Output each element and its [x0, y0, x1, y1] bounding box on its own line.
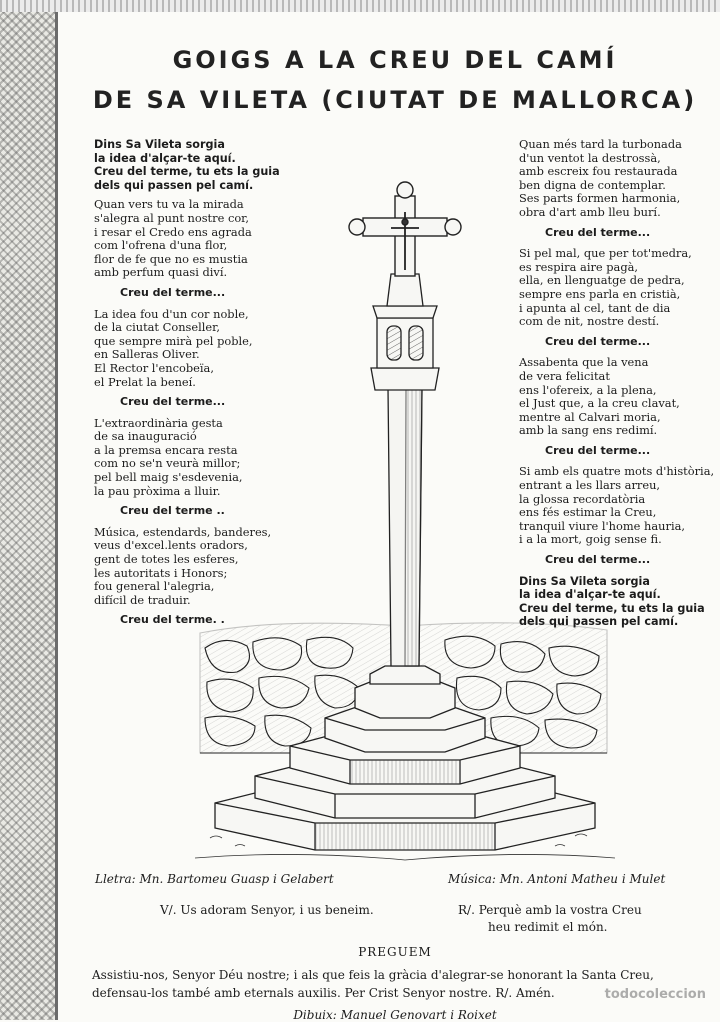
verse-line: que sempre mirà pel poble, [94, 333, 253, 348]
refrain: Creu del terme... [545, 334, 651, 348]
drawing-credit: Dibuix: Manuel Genovart i Roixet [293, 1008, 497, 1022]
verse-line: Dins Sa Vileta sorgia [519, 574, 650, 588]
verse-line: de la ciutat Conseller, [94, 320, 220, 335]
verse-line: es respira aire pagà, [519, 259, 639, 274]
verse-line: Si amb els quatre mots d'història, [519, 464, 715, 479]
verse-line: i a la mort, goig sense fi. [519, 532, 662, 547]
verse-line: com de nit, nostre destí. [519, 314, 660, 329]
verse-line: ella, en llenguatge de pedra, [519, 273, 685, 288]
verse-line: a la premsa encara resta [94, 442, 238, 457]
verse-line: i resar el Credo ens agrada [94, 224, 252, 239]
verse-line: Quan vers tu va la mirada [94, 197, 244, 212]
verse-line: amb perfum quasi diví. [94, 265, 228, 280]
verse-line: sempre ens parla en cristià, [519, 286, 681, 301]
verse-line: entrant a les llars arreu, [519, 478, 661, 493]
verse-line: ens l'ofereix, a la plena, [519, 382, 657, 397]
versicle: V/. Us adoram Senyor, i us beneim. [160, 903, 374, 917]
refrain: Creu del terme... [120, 395, 226, 409]
preguem-heading: PREGUEM [358, 945, 432, 959]
verse-line: gent de totes les esferes, [94, 552, 239, 567]
verse-line: veus d'excel.lents oradors, [94, 538, 248, 553]
verse-line: el Prelat la beneí. [94, 374, 196, 389]
verse-line: amb escreix fou restaurada [519, 164, 678, 179]
verse-line: pel bell maig s'esdevenia, [94, 470, 243, 485]
refrain: Creu del terme... [120, 285, 226, 299]
refrain: Creu del terme... [545, 553, 651, 567]
verse-line: Assabenta que la vena [519, 355, 649, 370]
refrain: Creu del terme .. [120, 504, 225, 518]
verse-line: s'alegra al punt nostre cor, [94, 210, 249, 225]
title-line-2: DE SA VILETA (CIUTAT DE MALLORCA) [92, 86, 698, 114]
verse-line: ben digna de contemplar. [519, 177, 666, 192]
verse-line: les autoritats i Honors; [94, 565, 228, 580]
refrain: Creu del terme... [545, 225, 651, 239]
watermark: todocoleccion [604, 987, 706, 1002]
lyrics-credit: Lletra: Mn. Bartomeu Guasp i Gelabert [95, 872, 334, 886]
decorative-border-top [0, 0, 720, 12]
verse-line: mentre al Calvari moria, [519, 409, 661, 424]
title-line-1: GOIGS A LA CREU DEL CAMÍ [172, 46, 618, 74]
verse-line: El Rector l'encobeïa, [94, 360, 214, 375]
refrain: Creu del terme. . [120, 613, 225, 627]
verse-line: en Salleras Oliver. [94, 347, 200, 362]
verse-line: ens fés estimar la Creu, [519, 505, 657, 520]
verse-line: com l'ofrena d'una flor, [94, 238, 228, 253]
verse-line: la glossa recordatòria [519, 491, 646, 506]
verse-line: Música, estendards, banderes, [94, 524, 272, 539]
verse-line: amb la sang ens redimí. [519, 423, 658, 438]
verse-line: obra d'art amb lleu burí. [519, 204, 661, 219]
cross-illustration [195, 178, 615, 868]
verse-line: d'un ventot la destrossà, [519, 150, 661, 165]
verse-line: L'extraordinària gesta [94, 415, 223, 430]
verse-line: Quan més tard la turbonada [519, 137, 682, 151]
verse-line: tranquil viure l'home hauria, [519, 518, 685, 533]
verse-line: fou general l'alegria, [94, 579, 215, 594]
verse-line: La idea fou d'un cor noble, [94, 306, 249, 321]
verse-line: Ses parts formen harmonia, [519, 191, 681, 206]
music-credit: Música: Mn. Antoni Matheu i Mulet [448, 872, 666, 886]
verse-line: Creu del terme, tu ets la guia [519, 601, 705, 615]
verse-line: Si pel mal, que per tot'medra, [519, 246, 692, 261]
response-line-1: R/. Perquè amb la vostra Creu [458, 903, 642, 917]
response-line-2: heu redimit el món. [488, 920, 608, 934]
verse-line: dels qui passen pel camí. [94, 178, 254, 192]
verse-line: Creu del terme, tu ets la guia [94, 165, 280, 179]
verse-line: la idea d'alçar-te aquí. [519, 588, 661, 602]
verse-line: dels qui passen pel camí. [519, 615, 679, 629]
verse-line: flor de fe que no es mustia [94, 251, 248, 266]
prayer-line-2: defensau-los també amb eternals auxilis. Per Crist Senyor nostre. R/. Amén. [92, 986, 555, 1000]
verse-line: el Just que, a la creu clavat, [519, 396, 680, 411]
verse-line: la idea d'alçar-te aquí. [94, 151, 236, 165]
decorative-border [0, 0, 58, 1020]
prayer-line-1: Assistiu-nos, Senyor Déu nostre; i als que feis la gràcia d'alegrar-se honorant la Santa Creu, [92, 968, 654, 982]
verse-line: la pau pròxima a lluir. [94, 483, 221, 498]
verse-line: difícil de traduir. [94, 592, 191, 607]
verse-line: i apunta al cel, tant de dia [519, 300, 671, 315]
verse-line: Dins Sa Vileta sorgia [94, 138, 225, 151]
response [458, 902, 642, 936]
refrain: Creu del terme... [545, 443, 651, 457]
verse-line: de sa inauguració [94, 429, 197, 444]
verse-line: de vera felicitat [519, 368, 610, 383]
verse-line: com no se'n veurà millor; [94, 456, 241, 471]
